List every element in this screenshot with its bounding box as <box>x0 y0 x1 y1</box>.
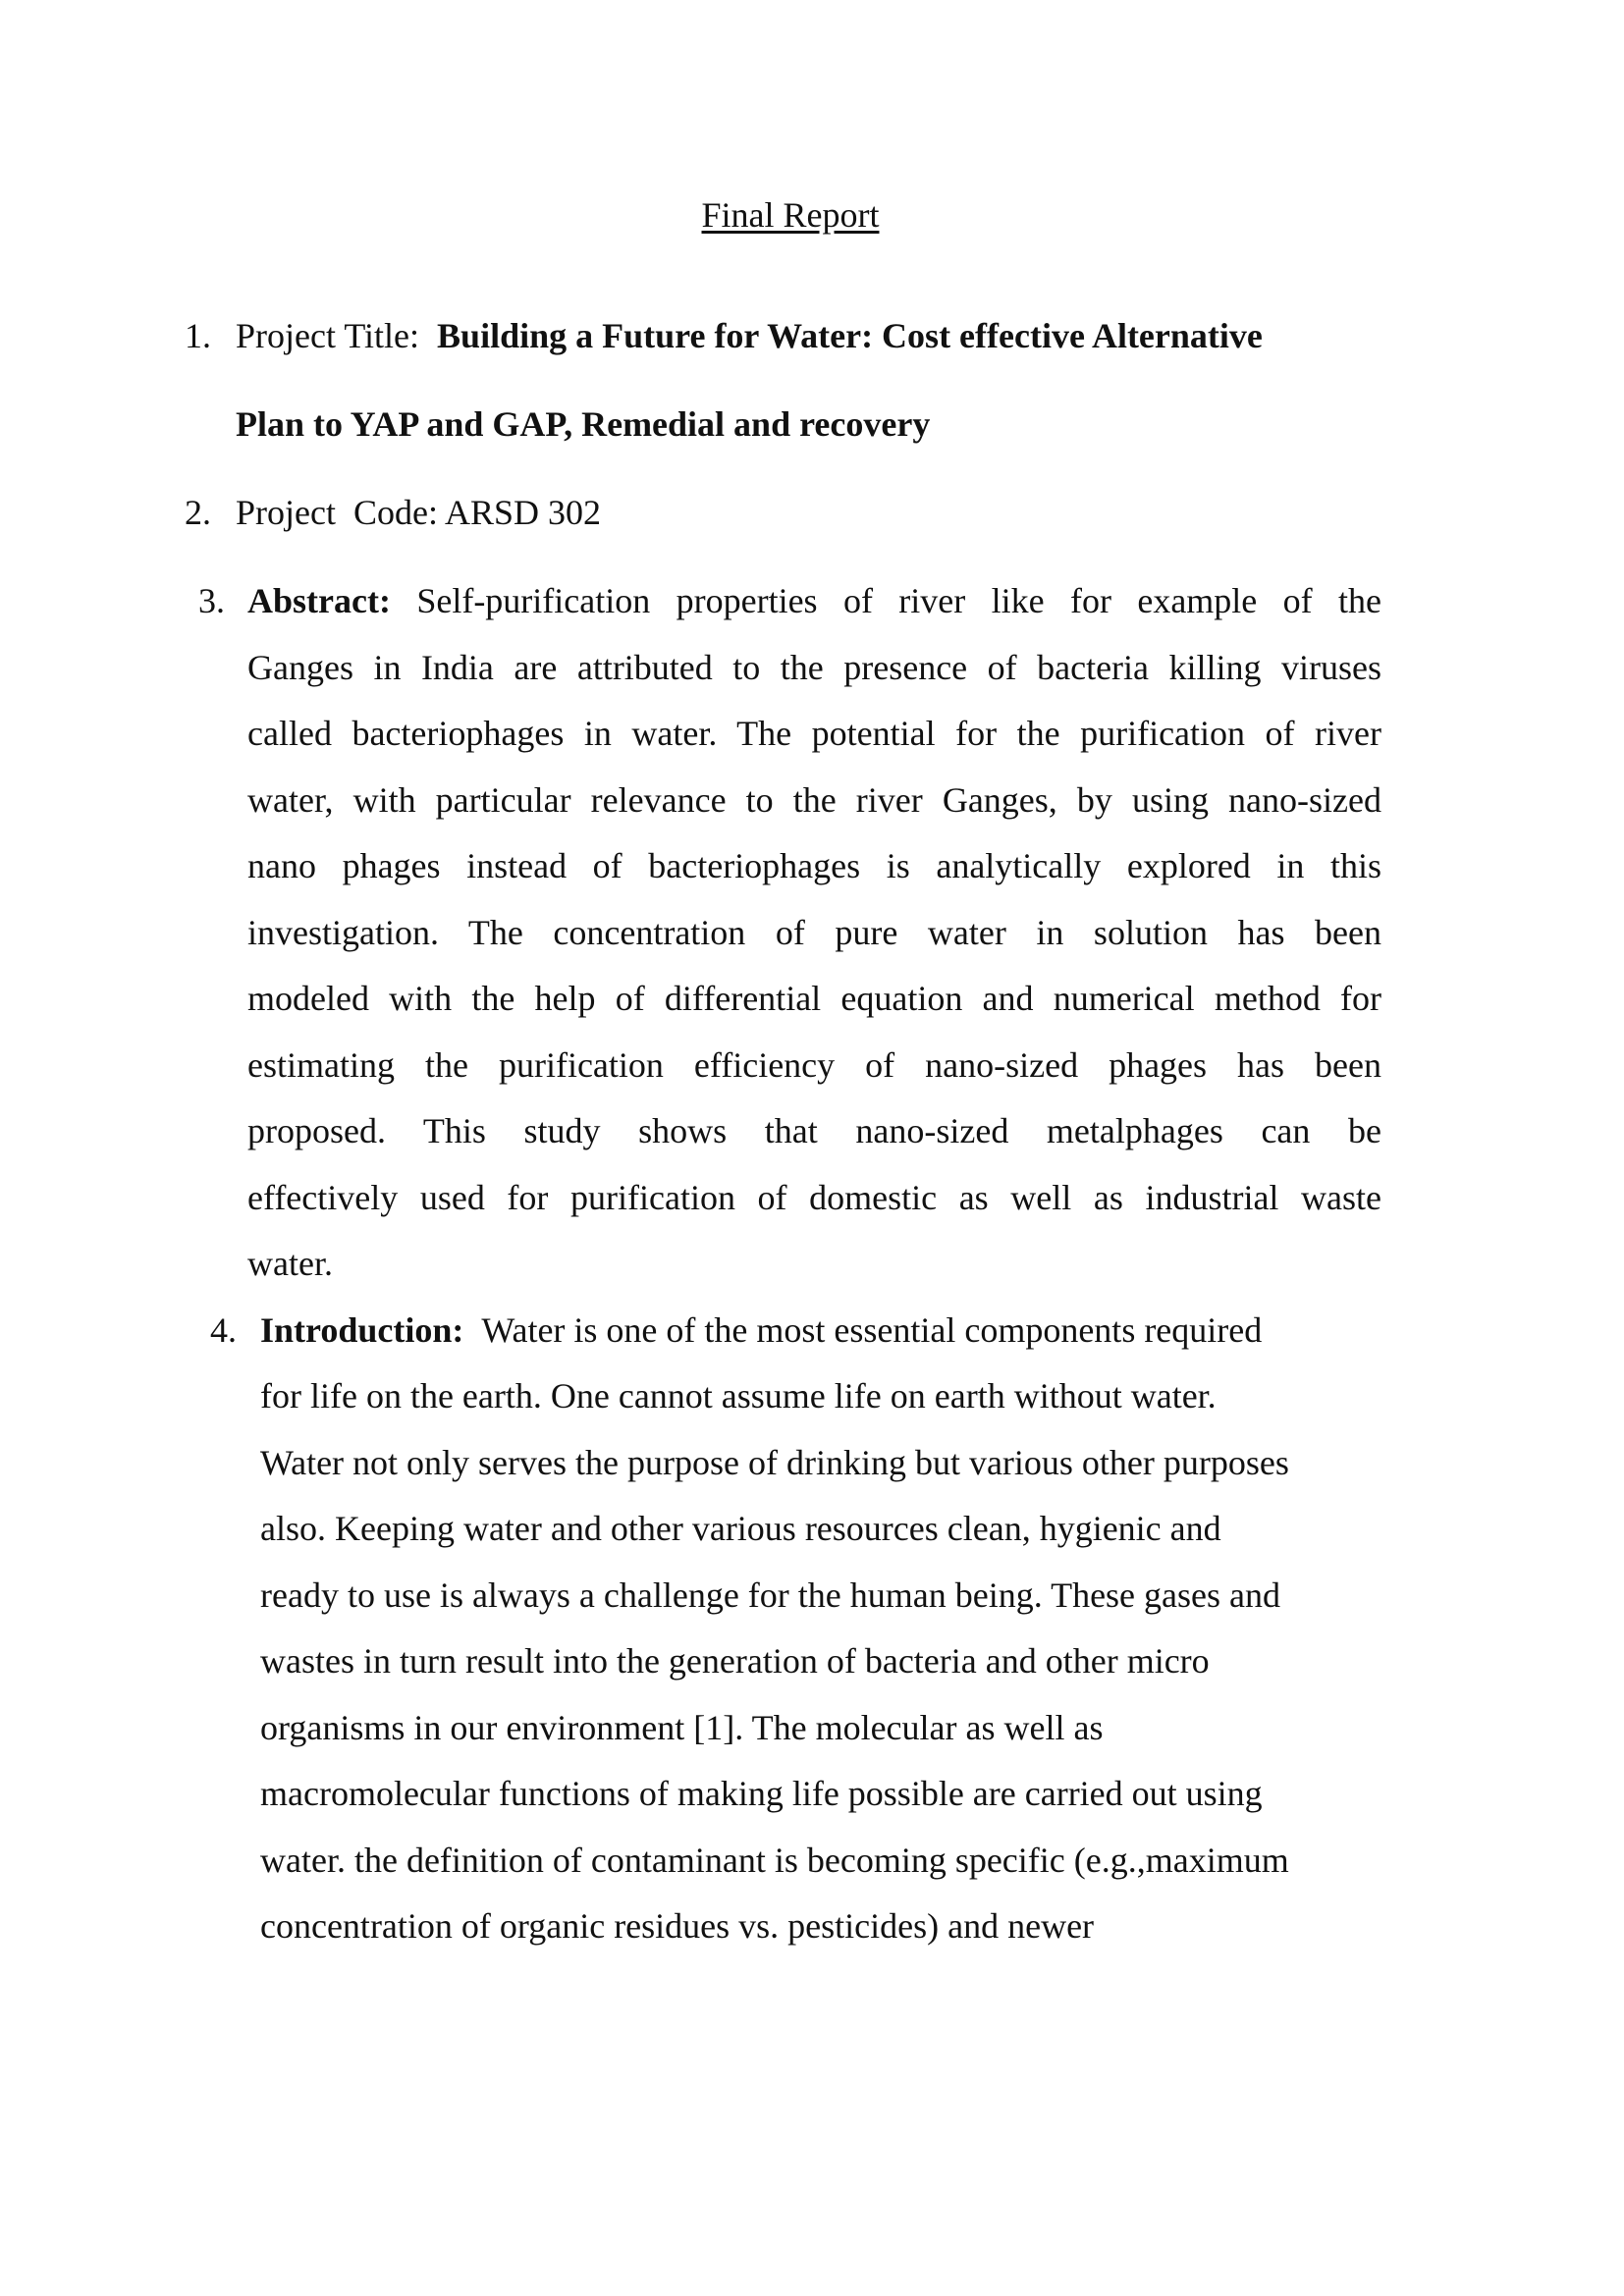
introduction-line-9: water. the definition of contaminant is becoming specific (e.g.,maximum <box>260 1841 1289 1880</box>
project-title-label: Project Title: <box>236 316 420 355</box>
section-3-number: 3. <box>198 581 225 620</box>
section-2-line <box>236 491 601 534</box>
project-title-value-1: Building a Future for Water: Cost effective Alternative <box>437 316 1263 355</box>
project-code-label: Project Code: <box>236 493 438 532</box>
section-1-line-1 <box>236 314 1263 357</box>
introduction-line-10: concentration of organic residues vs. pesticides) and newer <box>260 1906 1095 1946</box>
section-1-number: 1. <box>185 316 211 355</box>
introduction-label: Introduction: <box>260 1310 464 1350</box>
introduction-line-5: ready to use is always a challenge for the human being. These gases and <box>260 1575 1280 1615</box>
project-title-value-2: Plan to YAP and GAP, Remedial and recovery <box>236 404 931 444</box>
abstract-line-8: estimating the purification efficiency of nano-sized phages has been <box>247 1045 1381 1085</box>
introduction-line-4: also. Keeping water and other various resources clean, hygienic and <box>260 1509 1221 1548</box>
abstract-line-1: Abstract: Self-purification properties of river like for example of the <box>247 581 1381 620</box>
abstract-line-4: water, with particular relevance to the river Ganges, by using nano-sized <box>247 780 1381 820</box>
abstract-label: Abstract: <box>247 581 391 620</box>
abstract-line-5: nano phages instead of bacteriophages is analytically explored in this <box>247 846 1381 885</box>
introduction-line-3: Water not only serves the purpose of drinking but various other purposes <box>260 1443 1289 1482</box>
introduction-line-7: organisms in our environment [1]. The molecular as well as <box>260 1708 1104 1747</box>
introduction-line-6: wastes in turn result into the generation of bacteria and other micro <box>260 1641 1210 1681</box>
abstract-line-10: effectively used for purification of domestic as well as industrial waste <box>247 1178 1381 1217</box>
section-2-number: 2. <box>185 493 211 532</box>
introduction-line-8: macromolecular functions of making life possible are carried out using <box>260 1774 1263 1813</box>
section-1-line-2 <box>236 402 930 446</box>
report-title: Final Report <box>701 195 880 235</box>
introduction-line-2: for life on the earth. One cannot assume life on earth without water. <box>260 1376 1217 1415</box>
abstract-line-11: water. <box>247 1244 333 1283</box>
abstract-line-3: called bacteriophages in water. The potential for the purification of river <box>247 714 1381 753</box>
abstract-line-6: investigation. The concentration of pure water in solution has been <box>247 913 1381 952</box>
abstract-line-7: modeled with the help of differential equation and numerical method for <box>247 979 1381 1018</box>
project-code-value: ARSD 302 <box>444 493 602 532</box>
abstract-line-2: Ganges in India are attributed to the presence of bacteria killing viruses <box>247 648 1381 687</box>
abstract-line-9: proposed. This study shows that nano-sized metalphages can be <box>247 1111 1381 1150</box>
introduction-line-1: Introduction: Water is one of the most essential components required <box>260 1310 1263 1350</box>
section-4-number: 4. <box>210 1310 237 1350</box>
